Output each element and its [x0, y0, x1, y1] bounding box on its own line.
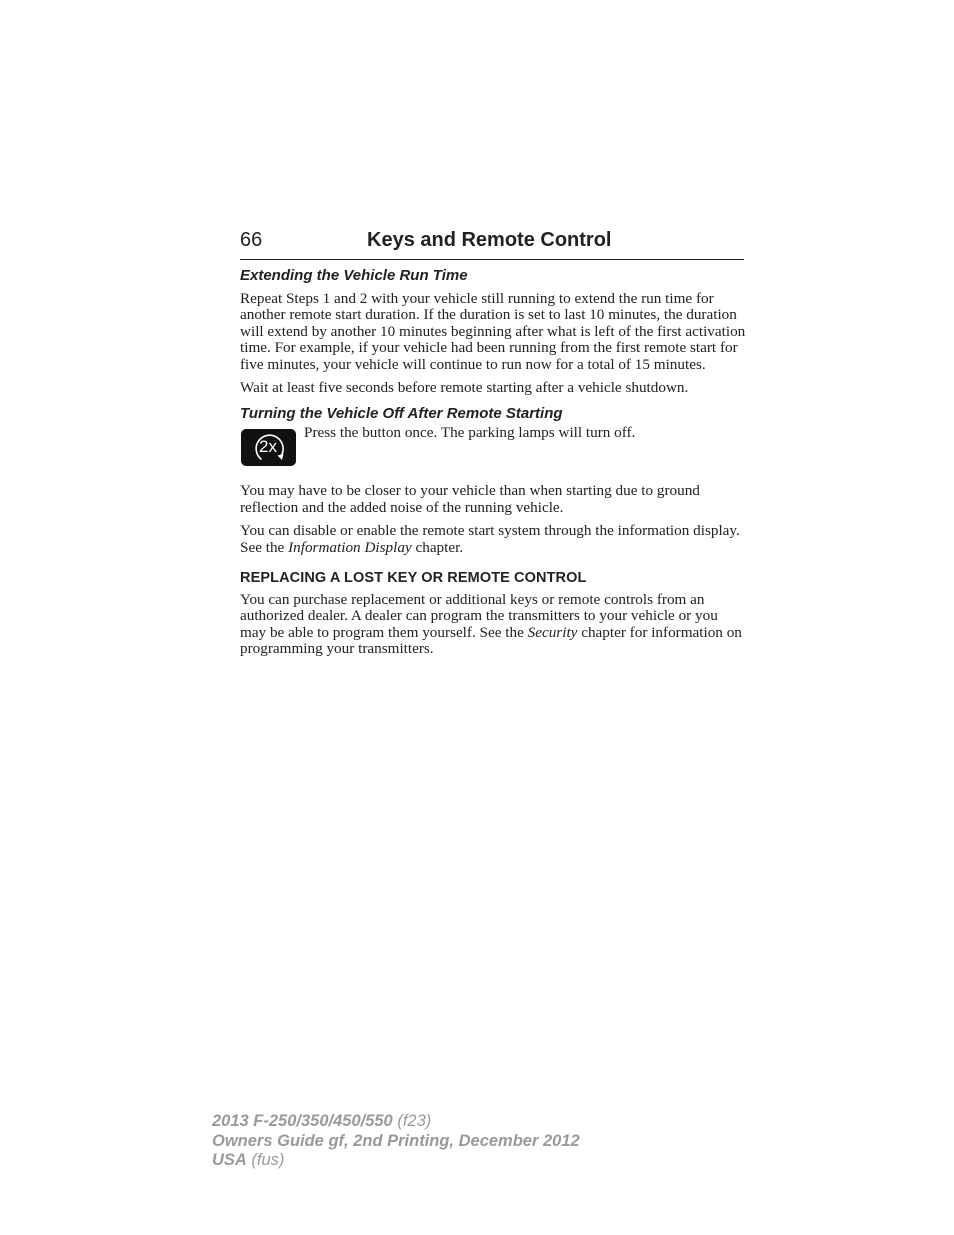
paragraph-ground-reflection: You may have to be closer to your vehicle than when starting due to ground reflection and the added noise of the running vehicle.	[240, 482, 700, 516]
reference-security: Security	[527, 623, 578, 641]
page-number: 66	[240, 229, 263, 251]
page-content	[240, 267, 746, 665]
page-footer	[212, 1112, 580, 1171]
icon-label: 2x	[259, 437, 277, 457]
remote-button-instruction	[240, 424, 746, 469]
remote-start-2x-icon	[241, 429, 296, 466]
section-heading-replacing-key: REPLACING A LOST KEY OR REMOTE CONTROL	[240, 570, 587, 587]
footer-model-line: 2013 F-250/350/450/550 (f23)	[212, 1112, 432, 1130]
page-header	[240, 229, 744, 260]
paragraph-extending-run-time: Repeat Steps 1 and 2 with your vehicle still running to extend the run time for another remote start duration. If the duration is set to last 10 minutes, the duration will extend by another 10 minutes beginning after what is left of the first activation time. For example, if your vehicle had been running from the first remote start for five minutes, your vehicle will continue to run now for a total of 15 minutes.	[240, 290, 746, 373]
paragraph-wait-before-restart: Wait at least five seconds before remote starting after a vehicle shutdown.	[240, 379, 689, 397]
footer-region-line: USA (fus)	[212, 1151, 285, 1169]
footer-guide-line: Owners Guide gf, 2nd Printing, December 2012	[212, 1131, 580, 1150]
reference-information-display: Information Display	[288, 538, 412, 556]
paragraph-disable-remote-start: You can disable or enable the remote start system through the information display. See the Information Display chapter.	[240, 522, 740, 556]
chapter-title: Keys and Remote Control	[367, 229, 612, 251]
instruction-press-button: Press the button once. The parking lamps will turn off.	[304, 424, 636, 442]
subheading-extending-run-time: Extending the Vehicle Run Time	[240, 267, 468, 284]
paragraph-replacing-key: You can purchase replacement or additional keys or remote controls from an authorized dealer. A dealer can program the transmitters to your vehicle or you may be able to program them yourself. See the Security chapter for information on programming your transmitters.	[240, 591, 742, 658]
subheading-turning-vehicle-off: Turning the Vehicle Off After Remote Starting	[240, 405, 563, 423]
